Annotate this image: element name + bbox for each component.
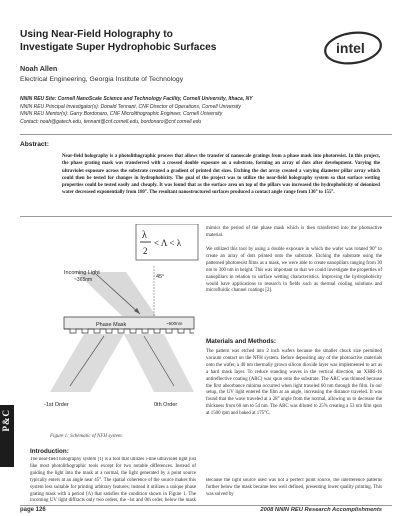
formula-denominator: 2 (143, 246, 148, 256)
intel-logo-text: intel (336, 40, 365, 56)
page-number: page 126 (20, 507, 46, 513)
grating-teeth (64, 329, 194, 333)
intro-section (30, 448, 69, 455)
period-label: ~500nm (166, 321, 183, 326)
author-name: Noah Allen (20, 64, 58, 73)
methods-body: The pattern was etched into 2 inch wafers because the smaller chuck size permitted vacuum contact on the NFH system. Before depositing any of the photoactive materials onto the wafer, a 40 nm thermally grown silicon dioxide layer was implemented to act as a hard mask layer. To reduce standing waves in the vertical direction, an XHRi-16 antireflective coating (ARC) was spun onto the substrate. The ARC was thinned because the first absorbance minima occurred when light traveled 60 nm through the film. In our setup, the UV light entered the film at an angle, increasing the distance traveled. It was found that the wave traveled at a 28° angle from the normal, allowing us to decrease the thickness from 60 nm to 54 nm. The ARC was diluted to 25% creating a 53 nm film spun at 1500 rpm and baked at 175°C. (206, 349, 382, 417)
divider (20, 216, 392, 217)
formula-lambda: λ (142, 230, 147, 241)
reu-site: NNIN REU Site: Cornell NanoScale Science and Technology Facility, Cornell University, Ithaca, NY (20, 96, 253, 102)
journal-title: 2008 NNIN REU Research Accomplishments (260, 507, 382, 513)
minus-first-order-beam (50, 334, 124, 392)
mentor: NNIN REU Mentor(s): Garry Bordonaro, CNF Microlithographic Engineer, Cornell University (20, 111, 223, 118)
section-tab-label: P&C (1, 409, 11, 432)
section-tab (0, 405, 14, 467)
minus-first-order-label: -1st Order (44, 402, 69, 408)
phase-mask-label: Phase Mask (96, 322, 127, 328)
paper-title (20, 28, 216, 54)
methods-heading: Materials and Methods: (206, 338, 276, 345)
formula-inequality: < Λ < λ (154, 238, 182, 248)
zero-order-beam (124, 334, 194, 392)
right-para-2: We utilized this tool by using a double exposure in which the wafer was rotated 90° to create an array of dots printed onto the substrate. Etching the substrate using the patterned photoresist films as a mask, we were able to create nanopillars ranging from 30 nm to 300 nm in height. This was important so that we could investigate the properties of nanopillars in relation to surface wetting characteristics. Improving the hydrophobicity would have applications to research in fields such as thermal cooling solutions and microfluidic channel coatings [2]. (206, 247, 382, 294)
intel-logo (322, 28, 384, 66)
divider (20, 134, 392, 135)
figure-caption: Figure 1: Schematic of NFH system. (50, 434, 123, 439)
title-line-1: Using Near-Field Holography to (20, 29, 173, 40)
methods-body-2: Because the light source used was not a perfect point source, the interference patterns further below the mask became less well defined, presenting lower quality printing. This was solved by (206, 478, 382, 497)
metadata-block (20, 96, 253, 126)
figure-nfh-schematic (44, 224, 202, 430)
contact: Contact: noah@gatech.edu, tennant@cnf.cornell.edu, bordonaro@cnf.cornell.edu (20, 118, 202, 125)
intro-heading: Introduction: (30, 448, 69, 455)
footer-divider (20, 505, 392, 506)
principal-investigator: NNIN REU Principal Investigator(s): Donald Tennant, CNF Director of Operations, Cornell University (20, 103, 241, 110)
incoming-light-label: Incoming Light (64, 270, 100, 276)
angle-label: 45° (156, 274, 165, 280)
wavelength-label: ~365nm (74, 277, 93, 283)
title-line-2: Investigate Super Hydrophobic Surfaces (20, 42, 217, 53)
zero-order-label: 0th Order (154, 402, 178, 408)
abstract-heading: Abstract: (20, 141, 49, 148)
author-affiliation: Electrical Engineering, Georgia Institute of Technology (20, 76, 184, 83)
right-para-1: mimics the period of the phase mask which is then transferred into the photoactive material. (206, 226, 382, 238)
intro-body: The near-field holography system [1] is a tool that utilizes i-line ultraviolet light just like most photolithographic tools except for two notable differences. Instead of guiding the light into the mask at a normal, the light generated by a point source typically enters at an angle near 45°. The spatial coherence of the source makes this system less suitable for printing arbitrary features; instead it utilizes a unique phase grating mask with a period (Λ) that satisfies the condition shown in Figure 1. The incoming UV light diffracts only two orders, the -1st and 0th order, below the mask (30, 457, 196, 503)
abstract-body: Near-field holography is a photolithographic process that allows the transfer of nanoscale gratings from a phase mask into photoresist. In this project, the phase grating mask was transferred with a crossed double exposure on a substrate, forming an array of dots after development. Varying the ultraviolet exposure across the substrate created a gradient of printed dot sizes. Etching the dot array created a varying diameter pillar array which could then be tested for changes in hydrophobicity. The goal of the project was to utilize the near-field holography system so that surface wetting properties could be tested easily and cheaply. It was found that as the surface area on top of the pillars was increased the hydrophobicity of deionized water decreased exponentially from 180°. The resultant nanostructured surfaces produced a contact angle range from 130° to 155°. (62, 154, 380, 196)
